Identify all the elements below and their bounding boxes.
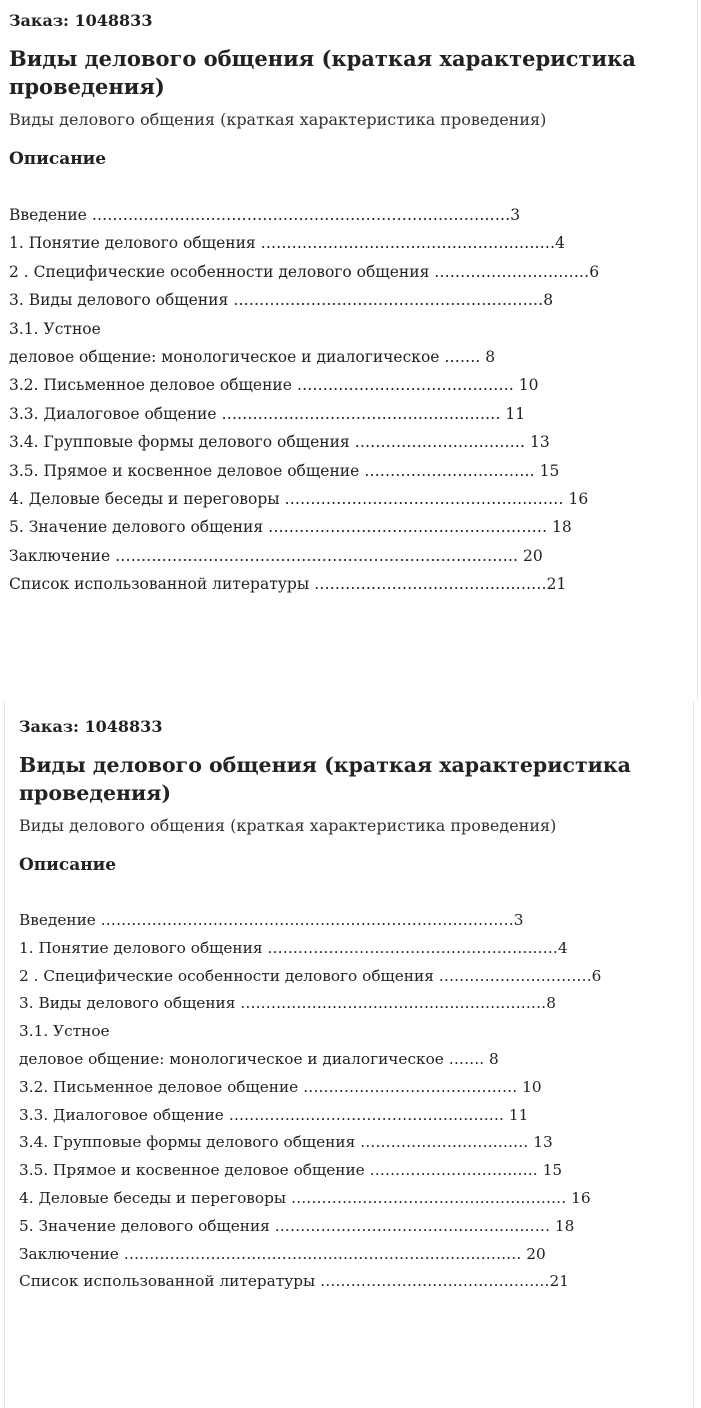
toc-item-1: 1. Понятие делового общения …………………………………………………4 (19, 938, 568, 957)
toc-item-3-2: 3.2. Письменное деловое общение …………………………………… 10 (19, 1077, 542, 1096)
toc-item-3-5: 3.5. Прямое и косвенное деловое общение …………………………… 15 (9, 461, 560, 480)
toc-item-3-5: 3.5. Прямое и косвенное деловое общение …………………………… 15 (19, 1161, 563, 1180)
toc-item-4: 4. Деловые беседы и переговоры ……………………………………………… 16 (9, 490, 589, 509)
table-of-contents (9, 201, 693, 599)
toc-item-3-3: 3.3. Диалоговое общение ……………………………………………… 11 (19, 1105, 529, 1124)
toc-item-3-1-cont: деловое общение: монологическое и диалогическое ……. 8 (19, 1049, 499, 1068)
toc-item-3: 3. Виды делового общения ……………………………………………………8 (9, 291, 554, 310)
document-page-1 (0, 0, 698, 700)
toc-item-3-1-cont: деловое общение: монологическое и диалогическое ……. 8 (9, 348, 496, 367)
toc-item-references: Список использованной литературы ………………………………………21 (9, 575, 567, 594)
toc-item-3-3: 3.3. Диалоговое общение ……………………………………………… 11 (9, 404, 526, 423)
order-number: Заказ: 1048833 (19, 717, 163, 736)
document-page-2 (4, 702, 694, 1408)
document-subtitle: Виды делового общения (краткая характеристика проведения) (19, 816, 557, 835)
toc-item-3-1: 3.1. Устное (19, 1022, 110, 1041)
document-subtitle: Виды делового общения (краткая характеристика проведения) (9, 110, 547, 129)
toc-item-5: 5. Значение делового общения ……………………………………………… 18 (9, 518, 572, 537)
toc-item-introduction: Введение ………………………………………………………………………3 (19, 911, 524, 929)
toc-item-3-4: 3.4. Групповые формы делового общения …………………………… 13 (19, 1133, 553, 1152)
toc-item-3: 3. Виды делового общения ……………………………………………………8 (19, 994, 556, 1013)
toc-item-5: 5. Значение делового общения ……………………………………………… 18 (19, 1216, 575, 1235)
page-content (19, 715, 689, 1296)
toc-item-2: 2 . Специфические особенности делового общения …………………………6 (9, 262, 600, 281)
description-heading: Описание (19, 855, 117, 875)
toc-item-2: 2 . Специфические особенности делового общения …………………………6 (19, 966, 602, 985)
toc-item-conclusion: Заключение …………………………………………………………………… 20 (9, 546, 543, 565)
toc-item-introduction: Введение ………………………………………………………………………3 (9, 206, 521, 224)
toc-item-3-2: 3.2. Письменное деловое общение …………………………………… 10 (9, 376, 539, 395)
toc-item-conclusion: Заключение …………………………………………………………………… 20 (19, 1244, 546, 1263)
table-of-contents (19, 907, 689, 1296)
toc-item-3-1: 3.1. Устное (9, 319, 101, 338)
document-title: Виды делового общения (краткая характеристика проведения) (9, 46, 636, 99)
order-number: Заказ: 1048833 (9, 11, 153, 30)
toc-item-4: 4. Деловые беседы и переговоры ……………………………………………… 16 (19, 1188, 591, 1207)
toc-item-1: 1. Понятие делового общения …………………………………………………4 (9, 234, 565, 253)
toc-item-references: Список использованной литературы ………………………………………21 (19, 1272, 570, 1291)
toc-item-3-4: 3.4. Групповые формы делового общения …………………………… 13 (9, 433, 550, 452)
description-heading: Описание (9, 149, 107, 169)
page-content (9, 9, 693, 599)
document-title: Виды делового общения (краткая характеристика проведения) (19, 753, 631, 805)
